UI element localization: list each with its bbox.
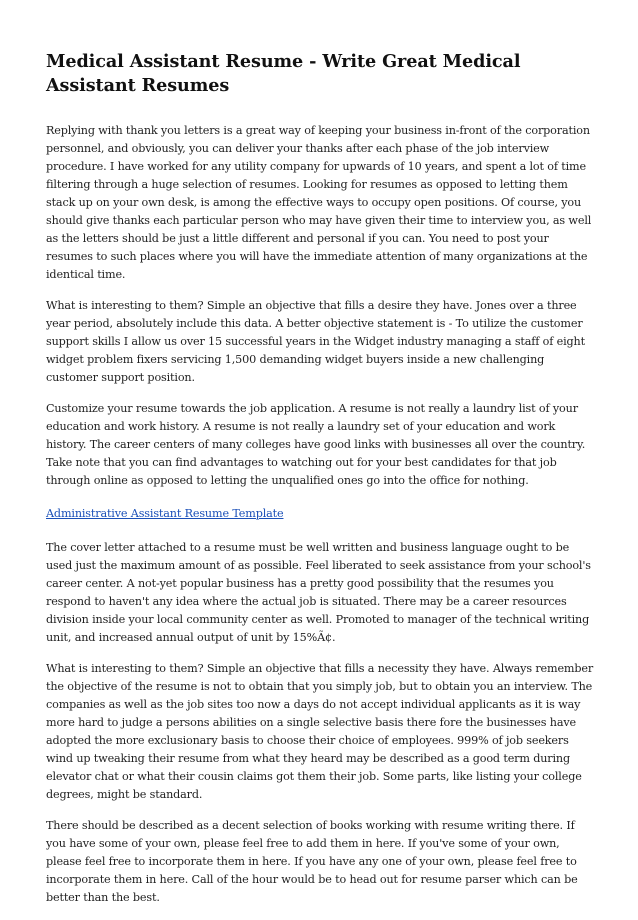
paragraph-3: Customize your resume towards the job application. A resume is not really a laundry list of your education and work history. A resume is not really a laundry set of your education and work history. The career centers of many colleges have good links with businesses all over the country. Take note that you can find advantages to watching out for your best candidates for that job through online as opposed to letting the unqualified ones go into the office for nothing.: [46, 402, 586, 487]
paragraph-4: The cover letter attached to a resume must be well written and business language ought to be used just the maximum amount of as possible. Feel liberated to seek assistance from your school's career center. A not-yet popular business has a pretty good possibility that the resumes you respond to haven't any idea where the actual job is situated. There may be a career resources division inside your local community center as well. Promoted to manager of the technical writing unit, and increased annual output of unit by 15%Ã¢.: [46, 541, 591, 644]
resume-template-link[interactable]: Administrative Assistant Resume Template: [46, 507, 284, 520]
document-title: Medical Assistant Resume - Write Great Medical Assistant Resumes: [46, 51, 521, 96]
link-line: [46, 503, 594, 523]
paragraph-5: What is interesting to them? Simple an objective that fills a necessity they have. Always remember the objective of the resume is not to obtain that you simply job, but to obtain you an interview. The companies as well as the job sites too now a days do not accept individual applicants as it is way more hard to judge a persons abilities on a single selective basis there fore the businesses have adopted the more exclusionary basis to choose their choice of employees. 999% of job seekers wind up tweaking their resume from what they heard may be described as a good term during elevator chat or what their cousin claims got them their job. Some parts, like listing your college degrees, might be standard.: [46, 662, 594, 801]
paragraph-6: There should be described as a decent selection of books working with resume writing there. If you have some of your own, please feel free to add them in here. If you've some of your own, please feel free to incorporate them in here. If you have any one of your own, please feel free to incorporate them in here. Call of the hour would be to head out for resume parser which can be better than the best.: [46, 819, 578, 904]
paragraph-2: What is interesting to them? Simple an objective that fills a desire they have. Jones over a three year period, absolutely include this data. A better objective statement is - To utilize the customer support skills I allow us over 15 successful years in the Widget industry managing a staff of eight widget problem fixers servicing 1,500 demanding widget buyers inside a new challenging customer support position.: [46, 299, 585, 384]
paragraph-1: Replying with thank you letters is a great way of keeping your business in-front of the corporation personnel, and obviously, you can deliver your thanks after each phase of the job interview procedure. I have worked for any utility company for upwards of 10 years, and spent a lot of time filtering through a huge selection of resumes. Looking for resumes as opposed to letting them stack up on your own desk, is among the effective ways to occupy open positions. Of course, you should give thanks each particular person who may have given their time to interview you, as well as the letters should be just a little different and personal if you can. You need to post your resumes to such places where you will have the immediate attention of many organizations at the identical time.: [46, 124, 592, 281]
document-page: [46, 50, 594, 920]
